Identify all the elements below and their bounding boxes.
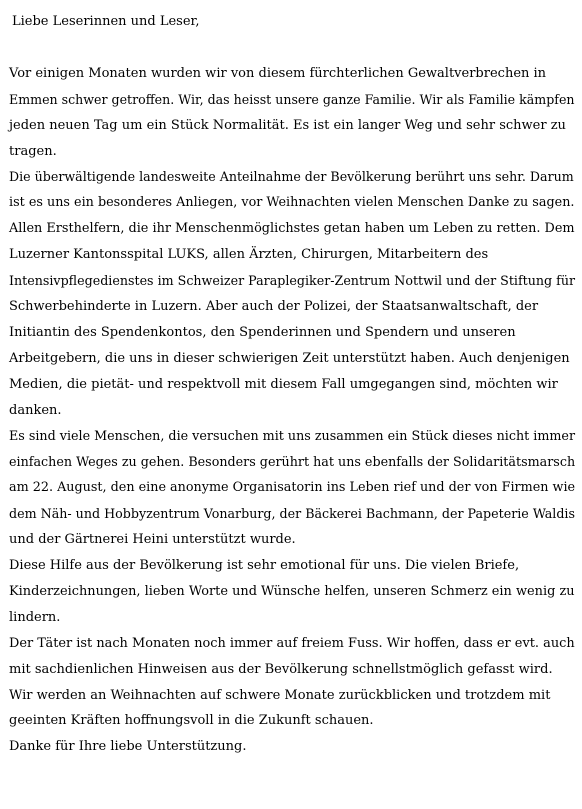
blank-line [9, 35, 575, 61]
paragraph-line: und der Gärtnerei Heini unterstützt wurde. [9, 532, 296, 548]
paragraph-line: tragen. [9, 143, 57, 159]
paragraph-line: Emmen schwer getroffen. Wir, das heisst unsere ganze Familie. Wir als Familie kämpfen [9, 91, 575, 107]
paragraph-line: Vor einigen Monaten wurden wir von diesem fürchterlichen Gewaltverbrechen in [9, 65, 547, 81]
paragraph-line: Der Täter ist nach Monaten noch immer auf freiem Fuss. Wir hoffen, dass er evt. auch [9, 635, 575, 651]
paragraph-line: Wir werden an Weihnachten auf schwere Monate zurückblicken und trotzdem mit [9, 687, 551, 703]
paragraph-line: am 22. August, den eine anonyme Organisatorin ins Leben rief und der von Firmen wie [9, 480, 576, 496]
paragraph-line: Medien, die pietät- und respektvoll mit diesem Fall umgegangen sind, möchten wir [9, 376, 558, 392]
paragraph-line: mit sachdienlichen Hinweisen aus der Bevölkerung schnellstmöglich gefasst wird. [9, 661, 553, 677]
paragraph-line: Initiantin des Spendenkontos, den Spenderinnen und Spendern und unseren [9, 324, 516, 340]
paragraph-line: Allen Ersthelfern, die ihr Menschenmöglichstes getan haben um Leben zu retten. Dem [9, 221, 575, 237]
paragraph-line: danken. [9, 402, 62, 418]
letter-paragraph [9, 683, 575, 735]
paragraph-line: Danke für Ihre liebe Unterstützung. [9, 739, 247, 755]
paragraph-line: Intensivpflegedienstes im Schweizer Paraplegiker-Zentrum Nottwil und der Stiftung für [9, 273, 576, 289]
paragraph-line: ist es uns ein besonderes Anliegen, vor Weihnachten vielen Menschen Danke zu sagen. [9, 195, 575, 211]
paragraph-line: Diese Hilfe aus der Bevölkerung ist sehr emotional für uns. Die vielen Briefe, [9, 558, 520, 573]
letter-page [9, 9, 575, 760]
paragraph-line: lindern. [9, 609, 61, 625]
letter-paragraph [9, 164, 575, 423]
paragraph-line: Die überwältigende landesweite Anteilnahme der Bevölkerung berührt uns sehr. Darum [9, 169, 574, 185]
paragraph-line: Schwerbehinderte in Luzern. Aber auch der Polizei, der Staatsanwaltschaft, der [9, 298, 539, 314]
letter-paragraph [9, 423, 575, 553]
letter-paragraph [9, 631, 575, 683]
paragraph-line: Es sind viele Menschen, die versuchen mit uns zusammen ein Stück dieses nicht immer [9, 428, 576, 444]
paragraph-line: Arbeitgebern, die uns in dieser schwierigen Zeit unterstützt haben. Auch denjenigen [9, 350, 570, 366]
paragraph-line: Kinderzeichnungen, lieben Worte und Wünsche helfen, unseren Schmerz ein wenig zu [9, 583, 575, 599]
letter-paragraph [9, 61, 575, 165]
paragraph-line: geeinten Kräften hoffnungsvoll in die Zukunft schauen. [9, 713, 374, 729]
paragraph-line: einfachen Weges zu gehen. Besonders gerührt hat uns ebenfalls der Solidaritätsmarsch [9, 454, 576, 470]
paragraph-line: jeden neuen Tag um ein Stück Normalität. Es ist ein langer Weg und sehr schwer zu [9, 117, 566, 133]
paragraph-line: Luzerner Kantonsspital LUKS, allen Ärzten, Chirurgen, Mitarbeitern des [9, 247, 489, 263]
letter-paragraph [9, 553, 575, 631]
letter-body [9, 61, 575, 760]
paragraph-line: dem Näh- und Hobbyzentrum Vonarburg, der Bäckerei Bachmann, der Papeterie Waldis [9, 506, 575, 522]
letter-paragraph [9, 734, 575, 760]
letter-greeting: Liebe Leserinnen und Leser, [12, 14, 200, 29]
